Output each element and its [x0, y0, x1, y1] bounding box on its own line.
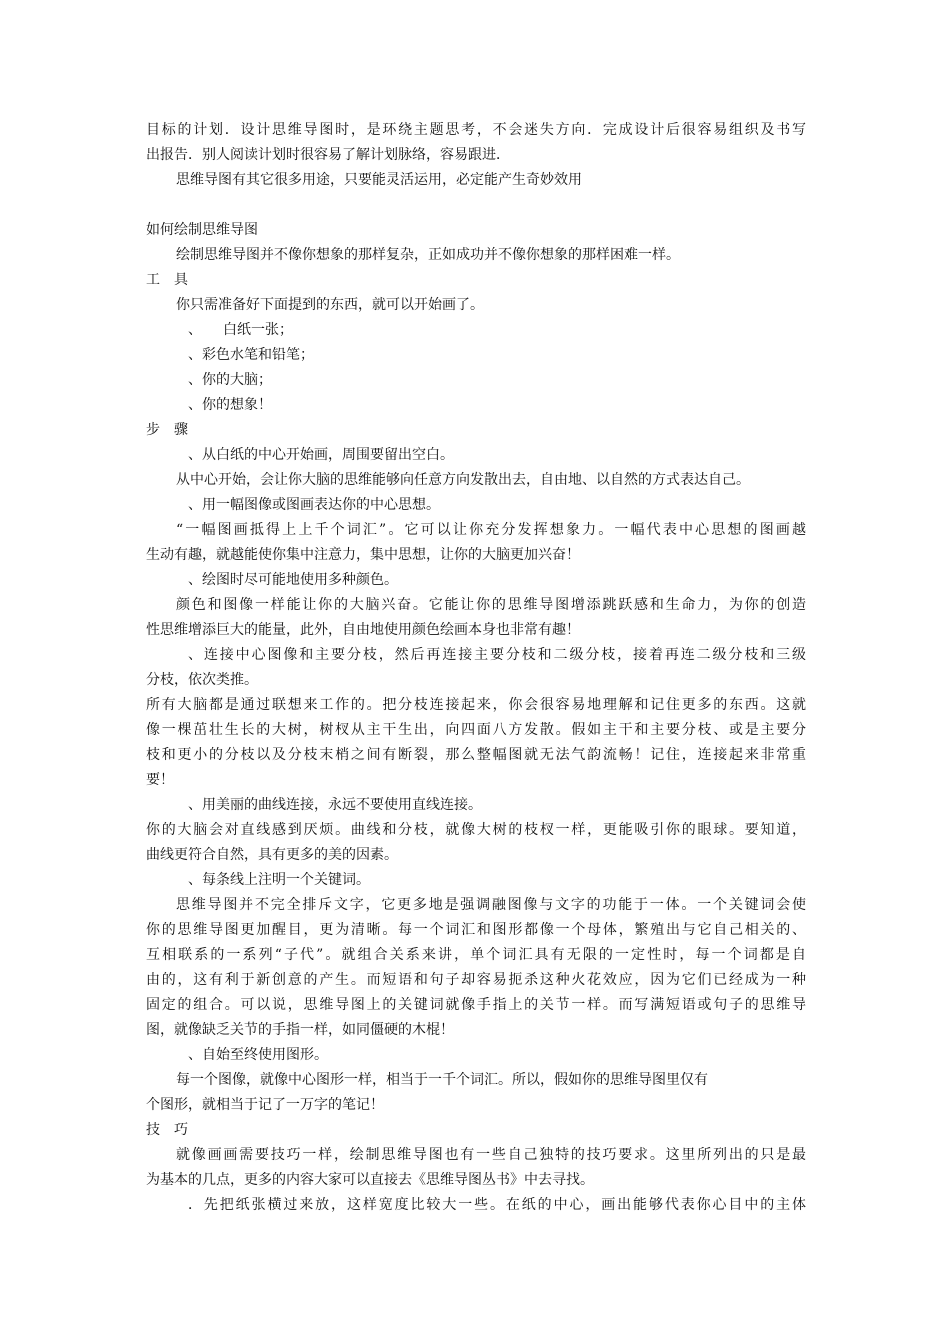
section-heading: 如何绘制思维导图: [146, 222, 258, 238]
step-item: 、从白纸的中心开始画，周围要留出空白。: [188, 447, 454, 463]
text-line: 像一棵茁壮生长的大树，树杈从主干生出，向四面八方发散。假如主干和主要分枝、或是主要分: [146, 722, 806, 738]
text-line: 出报告．别人阅读计划时很容易了解计划脉络，容易跟进．: [146, 147, 510, 163]
list-item: 、彩色水笔和铅笔；: [188, 347, 314, 363]
step-item: 、用一幅图像或图画表达你的中心思想。: [188, 497, 440, 513]
text-line: 枝和更小的分枝以及分枝末梢之间有断裂，那么整幅图就无法气韵流畅！记住，连接起来非常重: [146, 747, 806, 763]
text-line: 你的大脑会对直线感到厌烦。曲线和分枝，就像大树的枝杈一样，更能吸引你的眼球。要知道，: [146, 822, 806, 838]
text-line: 为基本的几点，更多的内容大家可以直接去《思维导图丛书》中去寻找。: [146, 1172, 594, 1188]
list-item: 、 白纸一张；: [188, 322, 293, 338]
text-line: 互相联系的一系列“子代”。就组合关系来讲，单个词汇具有无限的一定性时，每一个词都是自: [146, 947, 806, 963]
subheading-tips: 技 巧: [146, 1122, 188, 1138]
text-line: 个图形，就相当于记了一万字的笔记！: [146, 1097, 384, 1113]
text-line: 分枝，依次类推。: [146, 672, 258, 688]
text-line: 思维导图并不完全排斥文字，它更多地是强调融图像与文字的功能于一体。一个关键词会使: [176, 897, 806, 913]
text-line: 目标的计划．设计思维导图时，是环绕主题思考，不会迷失方向．完成设计后很容易组织及书写: [146, 122, 806, 138]
subheading-steps: 步 骤: [146, 422, 188, 438]
text-line: 每一个图像，就像中心图形一样，相当于一千个词汇。所以，假如你的思维导图里仅有: [176, 1072, 708, 1088]
text-line: 思维导图有其它很多用途，只要能灵活运用，必定能产生奇妙效用: [176, 172, 582, 188]
text-line: 生动有趣，就越能使你集中注意力，集中思想，让你的大脑更加兴奋！: [146, 547, 580, 563]
text-line: 绘制思维导图并不像你想象的那样复杂，正如成功并不像你想象的那样困难一样。: [176, 247, 680, 263]
step-item: 、每条线上注明一个关键词。: [188, 872, 370, 888]
step-item: 、用美丽的曲线连接，永远不要使用直线连接。: [188, 797, 482, 813]
text-line: 性思维增添巨大的能量，此外，自由地使用颜色绘画本身也非常有趣！: [146, 622, 580, 638]
text-line: 你只需准备好下面提到的东西，就可以开始画了。: [176, 297, 484, 313]
text-line: 从中心开始，会让你大脑的思维能够向任意方向发散出去，自由地、以自然的方式表达自己。: [176, 472, 750, 488]
tip-item: ．先把纸张横过来放，这样宽度比较大一些。在纸的中心，画出能够代表你心目中的主体: [188, 1197, 806, 1213]
text-line: 由的，这有利于新创意的产生。而短语和句子却容易扼杀这种火花效应，因为它们已经成为一种: [146, 972, 806, 988]
text-line: 图，就像缺乏关节的手指一样，如同僵硬的木棍！: [146, 1022, 454, 1038]
text-line: 你的思维导图更加醒目，更为清晰。每一个词汇和图形都像一个母体，繁殖出与它自己相关的、: [146, 922, 806, 938]
text-line: “一幅图画抵得上上千个词汇”。它可以让你充分发挥想象力。一幅代表中心思想的图画越: [176, 522, 806, 538]
list-item: 、你的想象！: [188, 397, 272, 413]
list-item: 、你的大脑；: [188, 372, 272, 388]
text-line: 所有大脑都是通过联想来工作的。把分枝连接起来，你会很容易地理解和记住更多的东西。这就: [146, 697, 806, 713]
text-line: 固定的组合。可以说，思维导图上的关键词就像手指上的关节一样。而写满短语或句子的思维导: [146, 997, 806, 1013]
text-line: 颜色和图像一样能让你的大脑兴奋。它能让你的思维导图增添跳跃感和生命力，为你的创造: [176, 597, 806, 613]
step-item: 、绘图时尽可能地使用多种颜色。: [188, 572, 398, 588]
step-item: 、自始至终使用图形。: [188, 1047, 328, 1063]
subheading-tools: 工 具: [146, 272, 188, 288]
text-line: 要！: [146, 772, 174, 788]
text-line: 曲线更符合自然，具有更多的美的因素。: [146, 847, 398, 863]
text-line: 就像画画需要技巧一样，绘制思维导图也有一些自己独特的技巧要求。这里所列出的只是最: [176, 1147, 806, 1163]
step-item: 、连接中心图像和主要分枝，然后再连接主要分枝和二级分枝，接着再连二级分枝和三级: [188, 647, 806, 663]
